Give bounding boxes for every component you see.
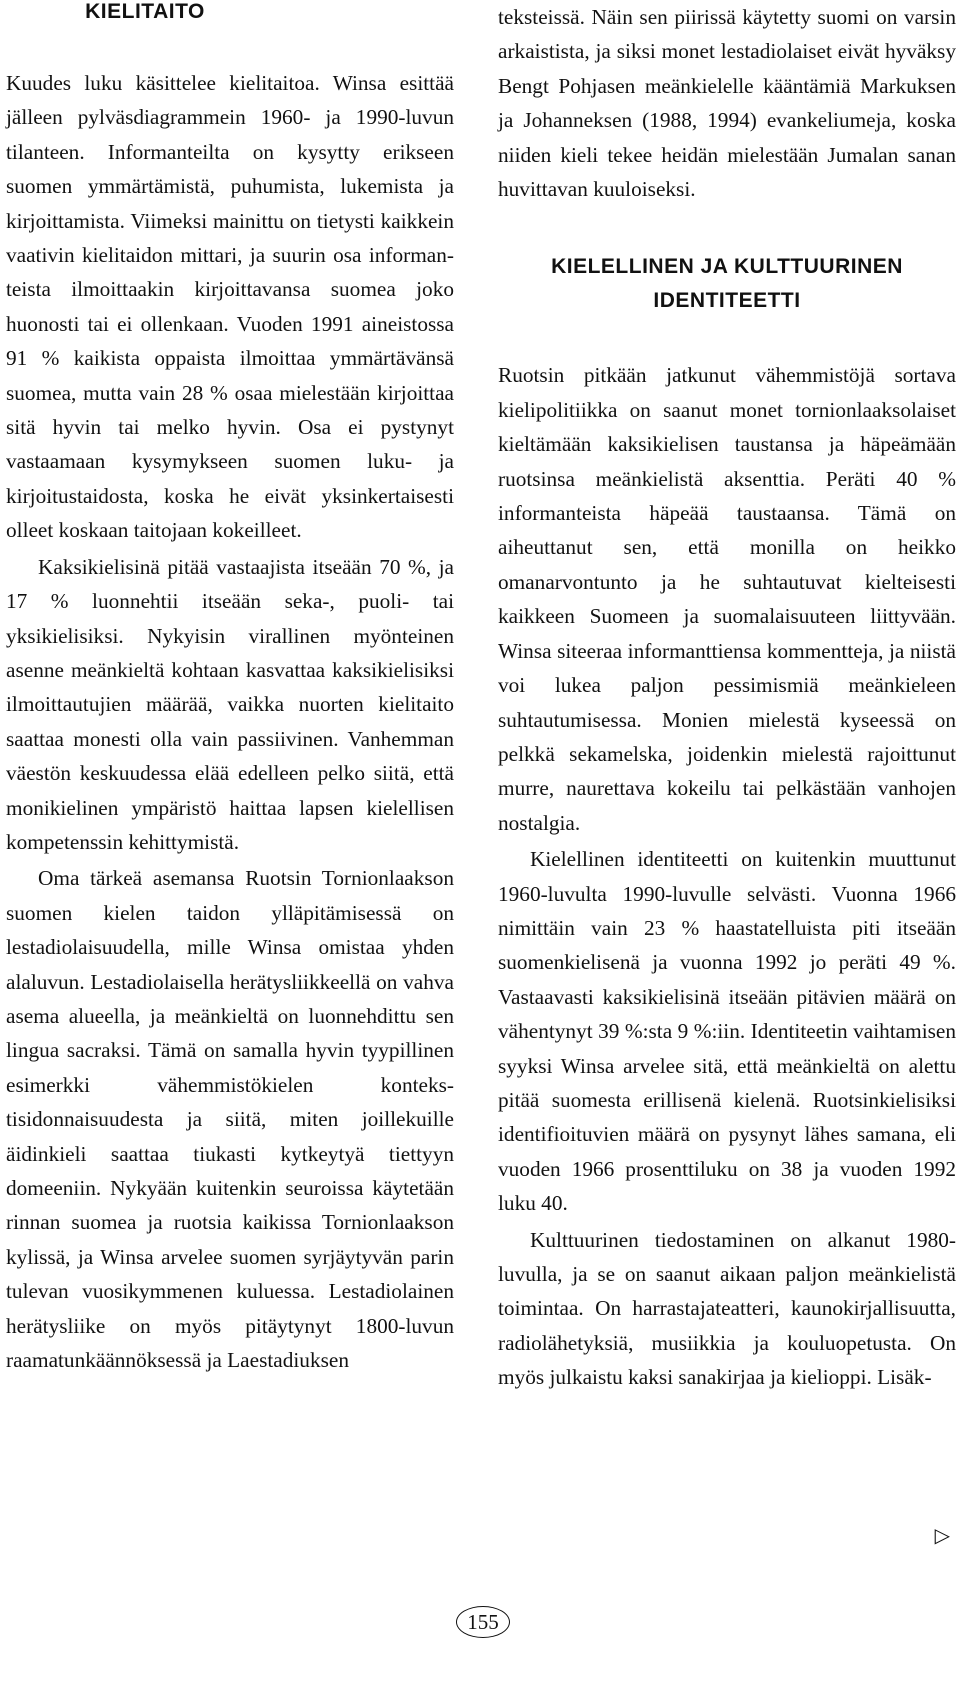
paragraph: Oma tärkeä asemansa Ruotsin Tornionlaakson suomen kielen taidon ylläpitämisessä on lestadiolaisuudella, mille Winsa omistaa yhden alaluvun. Lestadiolaisella herätysliikkeellä on vahva asema alueella, ja meänkieltä on luonnehdittu sen lingua sacraksi. Tämä on samalla hyvin tyypillinen esimerkki vähemmistökielen kontekstisidonnaisuudesta ja siitä, miten joillekuille äidinkieli saattaa tiukasti kytkeytyä tiettyyn domeeniin. Nykyään kuitenkin seuroissa käytetään rinnan suomea ja ruotsia kaikissa Tornionlaakson kylissä, ja Winsa arvelee suomen syrjäytyvän parin tulevan vuosikymmenen kuluessa. Lestadiolainen herätysliike on myös pitäytynyt 1800-luvun raamatunkäännöksessä ja Laestadiuksen <box>6 866 454 1373</box>
paragraph: Kuudes luku käsittelee kielitaitoa. Winsa esittää jälleen pylväsdiagrammein 1960- ja 1990-luvun tilanteen. Informanteilta on kysytty erikseen suomen ymmärtämistä, puhumista, lukemista ja kirjoittamista. Viimeksi mainittu on tietysti kaikkein vaativin kielitaidon mittari, ja suurin osa informanteista ilmoittaakin kirjoittavansa suomea joko huonosti tai ei ollenkaan. Vuoden 1991 aineistossa 91 % kaikista oppaista ilmoittaa ymmärtävänsä suomea, mutta vain 28 % osaa mielestään kirjoittaa sitä hyvin tai melko hyvin. Osa ei pystynyt vastaamaan kysymykseen suomen luku- ja kirjoitustaidosta, koska he eivät yksinkertaisesti olleet koskaan taitojaan kokeilleet. <box>6 71 454 543</box>
page-number: 155 <box>456 1606 510 1638</box>
right-column <box>498 0 956 1395</box>
section-heading-identiteetti <box>498 250 956 318</box>
paragraph: Kaksikielisinä pitää vastaajista itseään 70 %, ja 17 % luonnehtii itseään seka-, puoli- tai yksikielisiksi. Nykyisin virallinen myönteinen asenne meänkieltä kohtaan kasvattaa kaksikielisiksi ilmoittautujien määrää, vaikka nuorten kielitaito saattaa monesti olla vain passiivinen. Vanhemman väestön keskuudessa elää edelleen pelko siitä, että monikielinen ympäristö haittaa lapsen kielellisen kompetenssin kehittymistä. <box>6 554 454 854</box>
paragraph: Ruotsin pitkään jatkunut vähemmistöjä sortava kielipolitiikka on saanut monet tornionlaaksolaiset kieltämään kaksikielisen taustansa ja häpeämään ruotsinsa meänkielistä aksenttia. Peräti 40 % informanteista häpeää taustaansa. Tämä on aiheuttanut sen, että monilla on heikko omanarvontunto ja he suhtautuvat kielteisesti kaikkeen Suomeen ja suomalaisuuteen liittyvään. Winsa siteeraa informanttiensa kommentteja, ja niistä voi lukea paljon pessimismiä meänkieleen suhtautumisessa. Monien mielestä kyseessä on pelkkä sekamelska, joidenkin mielestä rajoittunut murre, naurettava kokeilu tai pelkästään vanhojen nostalgia. <box>498 363 956 835</box>
heading-line: IDENTITEETTI <box>653 289 801 313</box>
left-column <box>6 0 454 1377</box>
heading-line: KIELELLINEN JA KULTTUURINEN <box>551 255 903 279</box>
paragraph-continuation: teksteissä. Näin sen piirissä käytetty suomi on varsin arkaistista, ja siksi monet lestadiolaiset eivät hyväksy Bengt Pohjasen meänkielelle kääntämiä Markuksen ja Johanneksen (1988, 1994) evankeliumeja, koska niiden kieli tekee heidän mielestään Jumalan sanan huvittavan kuuloiseksi. <box>498 5 956 202</box>
section-heading-kielitaito: KIELITAITO <box>85 0 205 23</box>
paragraph: Kulttuurinen tiedostaminen on alkanut 1980-luvulla, ja se on saanut aikaan paljon meänkielistä toimintaa. On harrastajateatteri, kaunokirjallisuutta, radiolähetyksiä, musiikkia ja kouluopetusta. On myös julkaistu kaksi sanakirjaa ja kielioppi. Lisäk- <box>498 1227 956 1390</box>
continue-arrow-icon: ▷ <box>934 1523 950 1547</box>
paragraph: Kielellinen identiteetti on kuitenkin muuttunut 1960-luvulta 1990-luvulle selvästi. Vuonna 1966 nimittäin vain 23 % haastatelluista piti itseään suomenkielisenä ja vuonna 1992 jo peräti 49 %. Vastaavasti kaksikielisinä itseään pitävien määrä on vähentynyt 39 %:sta 9 %:iin. Identiteetin vaihtamisen syyksi Winsa arvelee sitä, että meänkieltä on alettu pitää suomesta erillisenä kielenä. Ruotsinkielisiksi identifioituvien määrä on pysynyt lähes samana, eli vuoden 1966 prosenttiluku on 38 ja vuoden 1992 luku 40. <box>498 847 956 1216</box>
